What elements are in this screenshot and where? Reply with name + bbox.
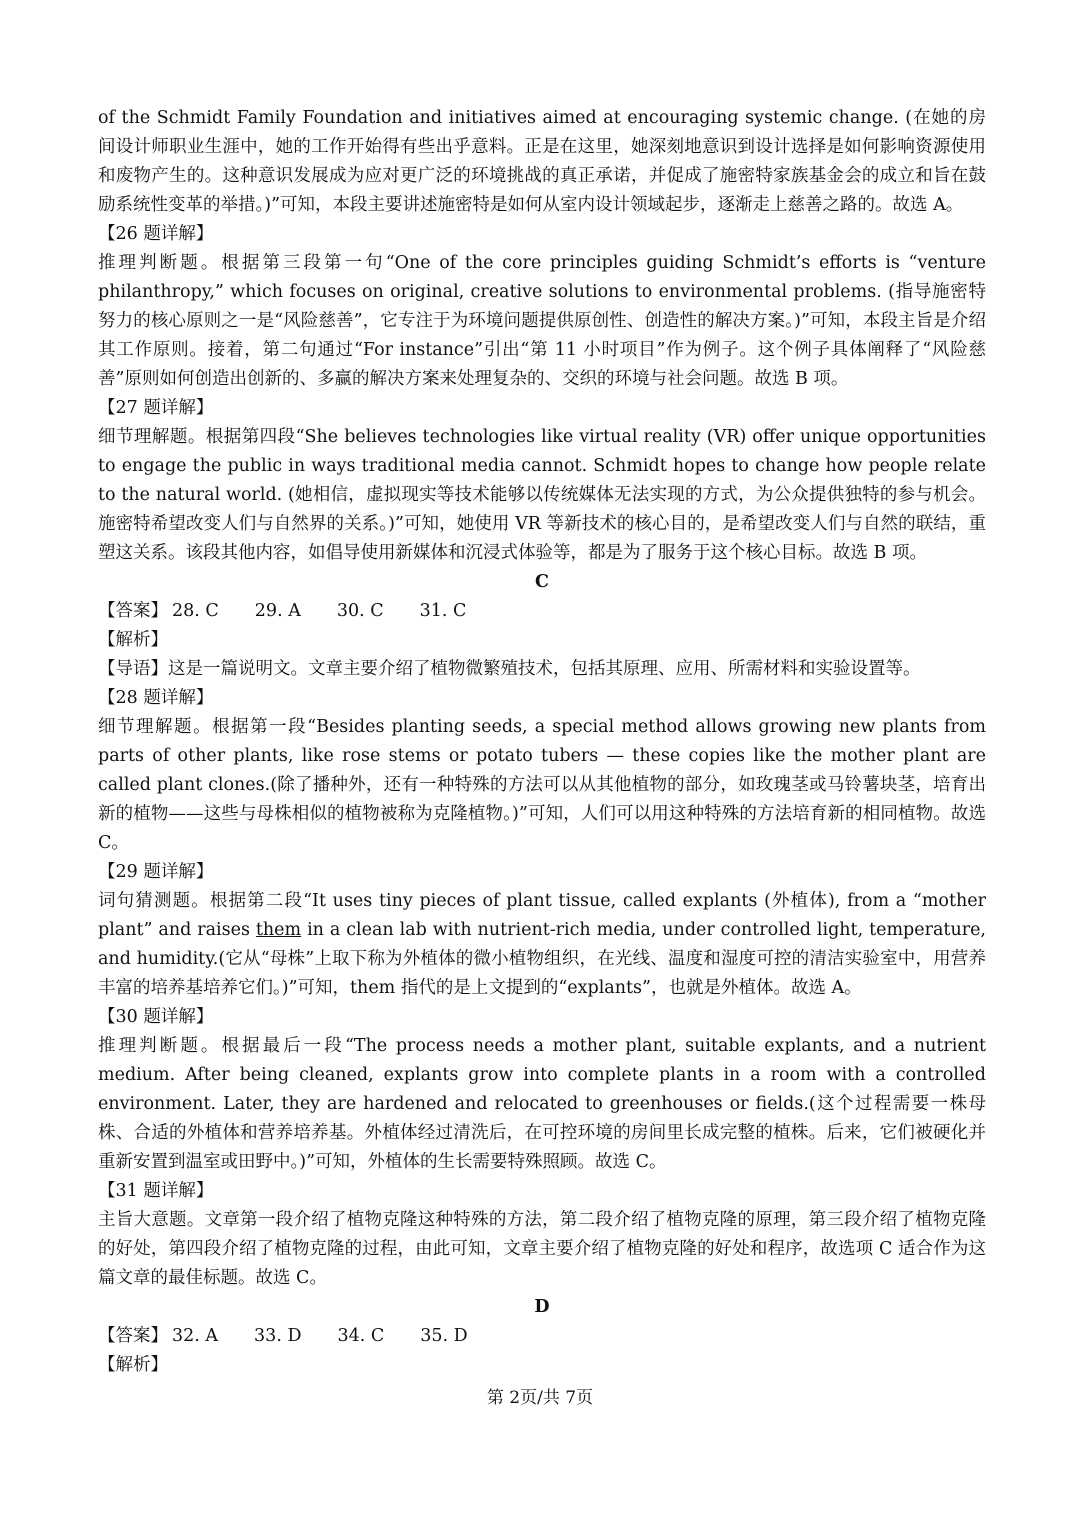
section-title: C: [535, 572, 549, 592]
question-heading: 【30 题详解】: [98, 1007, 214, 1027]
answer-item: 28. C: [172, 601, 219, 621]
question-heading: 【28 题详解】: [98, 688, 214, 708]
answer-label: 【答案】: [98, 601, 168, 621]
answer-item: 34. C: [337, 1326, 385, 1346]
page-footer: 第 2页/共 7页: [486, 1388, 594, 1408]
paragraph: 推理判断题。根据第三段第一句“One of the core principles guiding Schmidt’s efforts is “venture philanthropy,” which focuses on original, creative solutions to environmental problems. (指导施密特努力的核心原则之一是“风险慈善”，它专注于为环境问题提供原创性、创造性的解决方案。)”可知，本段主旨是介绍其工作原则。接着，第二句通过“For instance”引出“第 11 小时项目”作为例子。这个例子具体阐释了“风险慈善”原则如何创造出创新的、多赢的解决方案来处理复杂的、交织的环境与社会问题。故选 B 项。: [98, 253, 986, 389]
answer-item: 35. D: [420, 1326, 468, 1346]
answer-item: 29. A: [254, 601, 301, 621]
question-heading: 【解析】: [98, 630, 168, 650]
paragraph: 细节理解题。根据第一段“Besides planting seeds, a special method allows growing new plants from parts of other plants, like rose stems or potato tubers — these copies like the mother plant are called plant clones.(除了播种外，还有一种特殊的方法可以从其他植物的部分，如玫瑰茎或马铃薯块茎，培育出新的植物——这些与母株相似的植物被称为克隆植物。)”可知，人们可以用这种特殊的方法培育新的相同植物。故选 C。: [98, 717, 986, 853]
question-heading: 【27 题详解】: [98, 398, 214, 418]
question-heading: 【26 题详解】: [98, 224, 214, 244]
paragraph-text: in a clean lab with nutrient-rich media, under controlled light, temperature, and humidity.(它从“母株”上取下称为外植体的微小植物组织，在光线、温度和湿度可控的清洁实验室中，用营养丰富的培养基培养它们。)”可知，them 指代的是上文提到的“explants”，也就是外植体。故选 A。: [98, 920, 986, 998]
paragraph: [98, 887, 986, 1003]
answer-item: 30. C: [336, 601, 384, 621]
underlined-word: them: [255, 920, 302, 940]
paragraph: 【导语】这是一篇说明文。文章主要介绍了植物微繁殖技术，包括其原理、应用、所需材料和实验设置等。: [98, 659, 921, 679]
paragraph-text: 词句猜测题。根据第二段“It uses tiny pieces of plant tissue, called explants (外植体), from a “mother plant” and raises: [98, 891, 986, 940]
document-page: [98, 104, 986, 1380]
section-title: D: [534, 1297, 550, 1317]
answer-key: [98, 1322, 986, 1351]
question-heading: 【解析】: [98, 1355, 168, 1375]
answer-item: 33. D: [254, 1326, 302, 1346]
paragraph: 推理判断题。根据最后一段“The process needs a mother plant, suitable explants, and a nutrient medium. After being cleaned, explants grow into complete plants in a room with a controlled environment. Later, they are hardened and relocated to greenhouses or fields.(这个过程需要一株母株、合适的外植体和营养培养基。外植体经过清洗后，在可控环境的房间里长成完整的植株。后来，它们被硬化并重新安置到温室或田野中。)”可知，外植体的生长需要特殊照顾。故选 C。: [98, 1036, 986, 1172]
question-heading: 【31 题详解】: [98, 1181, 214, 1201]
paragraph: of the Schmidt Family Foundation and initiatives aimed at encouraging systemic change. (在她的房间设计师职业生涯中，她的工作开始得有些出乎意料。正是在这里，她深刻地意识到设计选择是如何影响资源使用和废物产生的。这种意识发展成为应对更广泛的环境挑战的真正承诺，并促成了施密特家族基金会的成立和旨在鼓励系统性变革的举措。)”可知，本段主要讲述施密特是如何从室内设计领域起步，逐渐走上慈善之路的。故选 A。: [98, 108, 986, 215]
answer-item: 31. C: [419, 601, 467, 621]
answer-key: [98, 597, 986, 626]
answer-label: 【答案】: [98, 1326, 168, 1346]
question-heading: 【29 题详解】: [98, 862, 214, 882]
answer-item: 32. A: [172, 1326, 219, 1346]
paragraph: 细节理解题。根据第四段“She believes technologies like virtual reality (VR) offer unique opportunities to engage the public in ways traditional media cannot. Schmidt hopes to change how people relate to the natural world. (她相信，虚拟现实等技术能够以传统媒体无法实现的方式，为公众提供独特的参与机会。施密特希望改变人们与自然界的关系。)”可知，她使用 VR 等新技术的核心目的，是希望改变人们与自然的联结，重塑这关系。该段其他内容，如倡导使用新媒体和沉浸式体验等，都是为了服务于这个核心目标。故选 B 项。: [98, 427, 986, 563]
paragraph: 主旨大意题。文章第一段介绍了植物克隆这种特殊的方法，第二段介绍了植物克隆的原理，第三段介绍了植物克隆的好处，第四段介绍了植物克隆的过程，由此可知，文章主要介绍了植物克隆的好处和程序，故选项 C 适合作为这篇文章的最佳标题。故选 C。: [98, 1210, 986, 1288]
